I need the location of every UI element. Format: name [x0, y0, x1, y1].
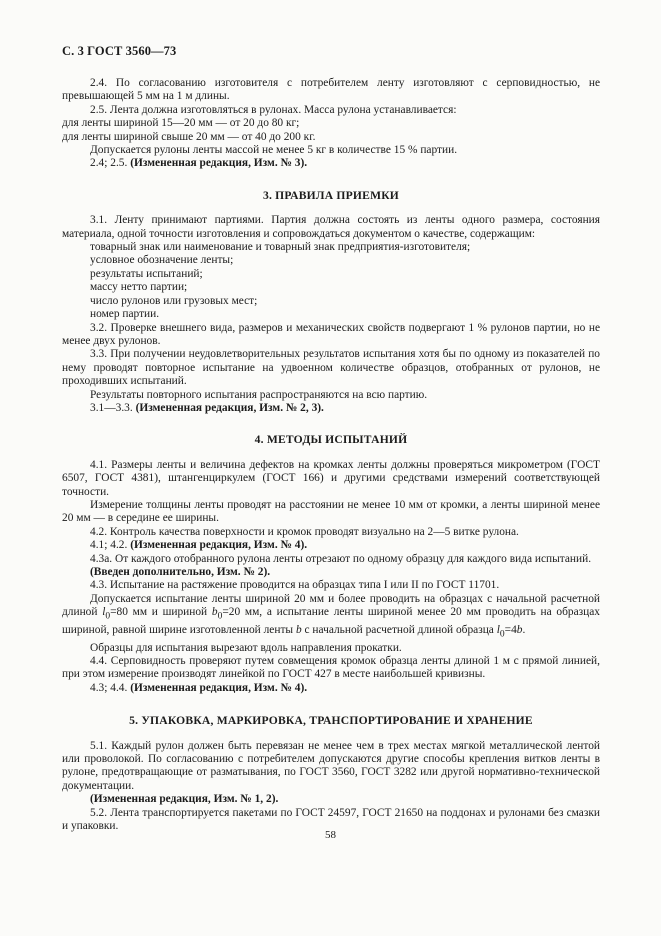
- paragraph-4-3-specimen: [62, 593, 600, 642]
- list-item: число рулонов или грузовых мест;: [90, 294, 258, 307]
- amendment-ref-2: [62, 157, 600, 170]
- paragraph-4-4: 4.4. Серповидность проверяют путем совмещения кромок образца ленты длиной 1 м с прямой линией, при этом измерение производят линейкой по ГОСТ 427 в месте наибольшей кривизны.: [62, 655, 600, 681]
- paragraph-4-3-cutting: Образцы для испытания вырезают вдоль направления прокатки.: [90, 641, 402, 654]
- amendment-ref-num: 4.3; 4.4.: [90, 681, 128, 694]
- amendment-note-5: (Измененная редакция, Изм. № 1, 2).: [90, 793, 279, 806]
- section-4-title: 4. МЕТОДЫ ИСПЫТАНИЙ: [254, 433, 408, 447]
- list-item: массу нетто партии;: [90, 281, 188, 294]
- paragraph-2-5: 2.5. Лента должна изготовляться в рулонах. Масса рулона устанавливается:: [90, 103, 457, 116]
- amendment-ref-4-2: [62, 682, 600, 695]
- paragraph-4-2: 4.2. Контроль качества поверхности и кромок проводят визуально на 2—5 витке рулона.: [90, 525, 519, 538]
- amendment-ref-text: (Измененная редакция, Изм. № 4).: [130, 539, 308, 552]
- text-segment: .: [522, 623, 526, 636]
- amendment-ref-text: (Измененная редакция, Изм. № 4).: [130, 681, 308, 694]
- list-item: результаты испытаний;: [90, 267, 203, 280]
- text-segment: =20 мм, а испытание ленты шириной менее 20 мм проводить на образцах шириной, равной ширине изготовленной ленты: [62, 606, 601, 636]
- list-item: номер партии.: [90, 308, 160, 321]
- paragraph-2-5-line-1: для ленты шириной 15—20 мм — от 20 до 80 кг;: [62, 117, 300, 130]
- list-item: условное обозначение ленты;: [90, 254, 234, 267]
- amendment-ref-num: 3.1—3.3.: [90, 401, 133, 414]
- text-segment: с начальной расчетной длиной образца: [301, 623, 497, 636]
- paragraph-3-3-result: Результаты повторного испытания распространяются на всю партию.: [90, 388, 428, 401]
- amendment-ref-text: (Измененная редакция, Изм. № 3).: [130, 157, 308, 170]
- paragraph-3-2: 3.2. Проверке внешнего вида, размеров и механических свойств подвергают 1 % рулонов партии, но не менее двух рулонов.: [62, 321, 600, 347]
- text-segment: =4: [504, 623, 517, 636]
- paragraph-2-5-line-2: для ленты шириной свыше 20 мм — от 40 до 200 кг.: [62, 130, 316, 143]
- subscript-zero: 0: [105, 611, 111, 622]
- paragraph-3-1: 3.1. Ленту принимают партиями. Партия должна состоять из ленты одного размера, состояния материала, одной точности изготовления и сопровождаться документом о качестве, содержащим:: [62, 214, 600, 240]
- amendment-ref-4-1: [62, 539, 600, 552]
- paragraph-4-1: 4.1. Размеры ленты и величина дефектов на кромках ленты должны проверяться микрометром (ГОСТ 6507, ГОСТ 4381), штангенциркулем (ГОСТ 166) и другими средствами измерений соответствующей точности.: [62, 458, 600, 498]
- section-5-title: 5. УПАКОВКА, МАРКИРОВКА, ТРАНСПОРТИРОВАНИЕ И ХРАНЕНИЕ: [129, 714, 533, 728]
- paragraph-4-3a: 4.3а. От каждого отобранного рулона ленты отрезают по одному образцу для каждого вида испытаний.: [90, 552, 592, 565]
- amendment-ref-text: (Измененная редакция, Изм. № 2, 3).: [135, 401, 324, 414]
- symbol-b: b: [516, 623, 523, 636]
- symbol-b: b: [211, 606, 218, 619]
- text-segment: Допускается испытание ленты шириной 20 мм и более проводить на образцах с начальной расчетной длиной: [62, 592, 600, 619]
- symbol-b: b: [295, 623, 302, 636]
- subscript-zero: 0: [499, 629, 505, 640]
- paragraph-3-3: 3.3. При получении неудовлетворительных результатов испытания хотя бы по одному из показателей по нему проводят повторное испытание на удвоенном количестве образцов, отобранных от рулонов, не проходивших испытаний.: [62, 348, 600, 388]
- list-item: товарный знак или наименование и товарный знак предприятия-изготовителя;: [90, 241, 471, 254]
- paragraph-5-2: 5.2. Лента транспортируется пакетами по ГОСТ 24597, ГОСТ 21650 на поддонах и рулонами без смазки и упаковки.: [62, 806, 600, 833]
- page-header: С. 3 ГОСТ 3560—73: [62, 44, 177, 58]
- section-3-title: 3. ПРАВИЛА ПРИЕМКИ: [262, 188, 400, 202]
- symbol-l: l: [496, 623, 500, 636]
- page-number: 58: [325, 829, 336, 841]
- amendment-ref-num: 2.4; 2.5.: [90, 157, 128, 170]
- symbol-l: l: [102, 606, 106, 619]
- text-segment: =80 мм и шириной: [110, 606, 212, 619]
- addition-note: (Введен дополнительно, Изм. № 2).: [90, 566, 271, 578]
- subscript-zero: 0: [217, 611, 223, 622]
- page-content: [62, 77, 600, 833]
- paragraph-2-5-note: Допускается рулоны ленты массой не менее 5 кг в количестве 15 % партии.: [90, 144, 458, 157]
- amendment-ref-3: [62, 402, 600, 415]
- paragraph-5-1: 5.1. Каждый рулон должен быть перевязан не менее чем в трех местах мягкой металлической лентой или проволокой. По согласованию с потребителем допускаются другие способы крепления витков ленты в рулоне, предотвращающие от разматывания, по ГОСТ 3560, ГОСТ 3282 или другой нормативно-технической документации.: [62, 739, 600, 792]
- paragraph-4-3: 4.3. Испытание на растяжение проводится на образцах типа I или II по ГОСТ 11701.: [90, 579, 500, 592]
- paragraph-2-4: 2.4. По согласованию изготовителя с потребителем ленту изготовляют с серповидностью, не превышающей 5 мм на 1 м длины.: [62, 77, 600, 103]
- amendment-ref-num: 4.1; 4.2.: [90, 539, 128, 552]
- paragraph-4-1-thickness: Измерение толщины ленты проводят на расстоянии не менее 10 мм от кромки, а ленты шириной менее 20 мм — в середине ее ширины.: [62, 498, 600, 525]
